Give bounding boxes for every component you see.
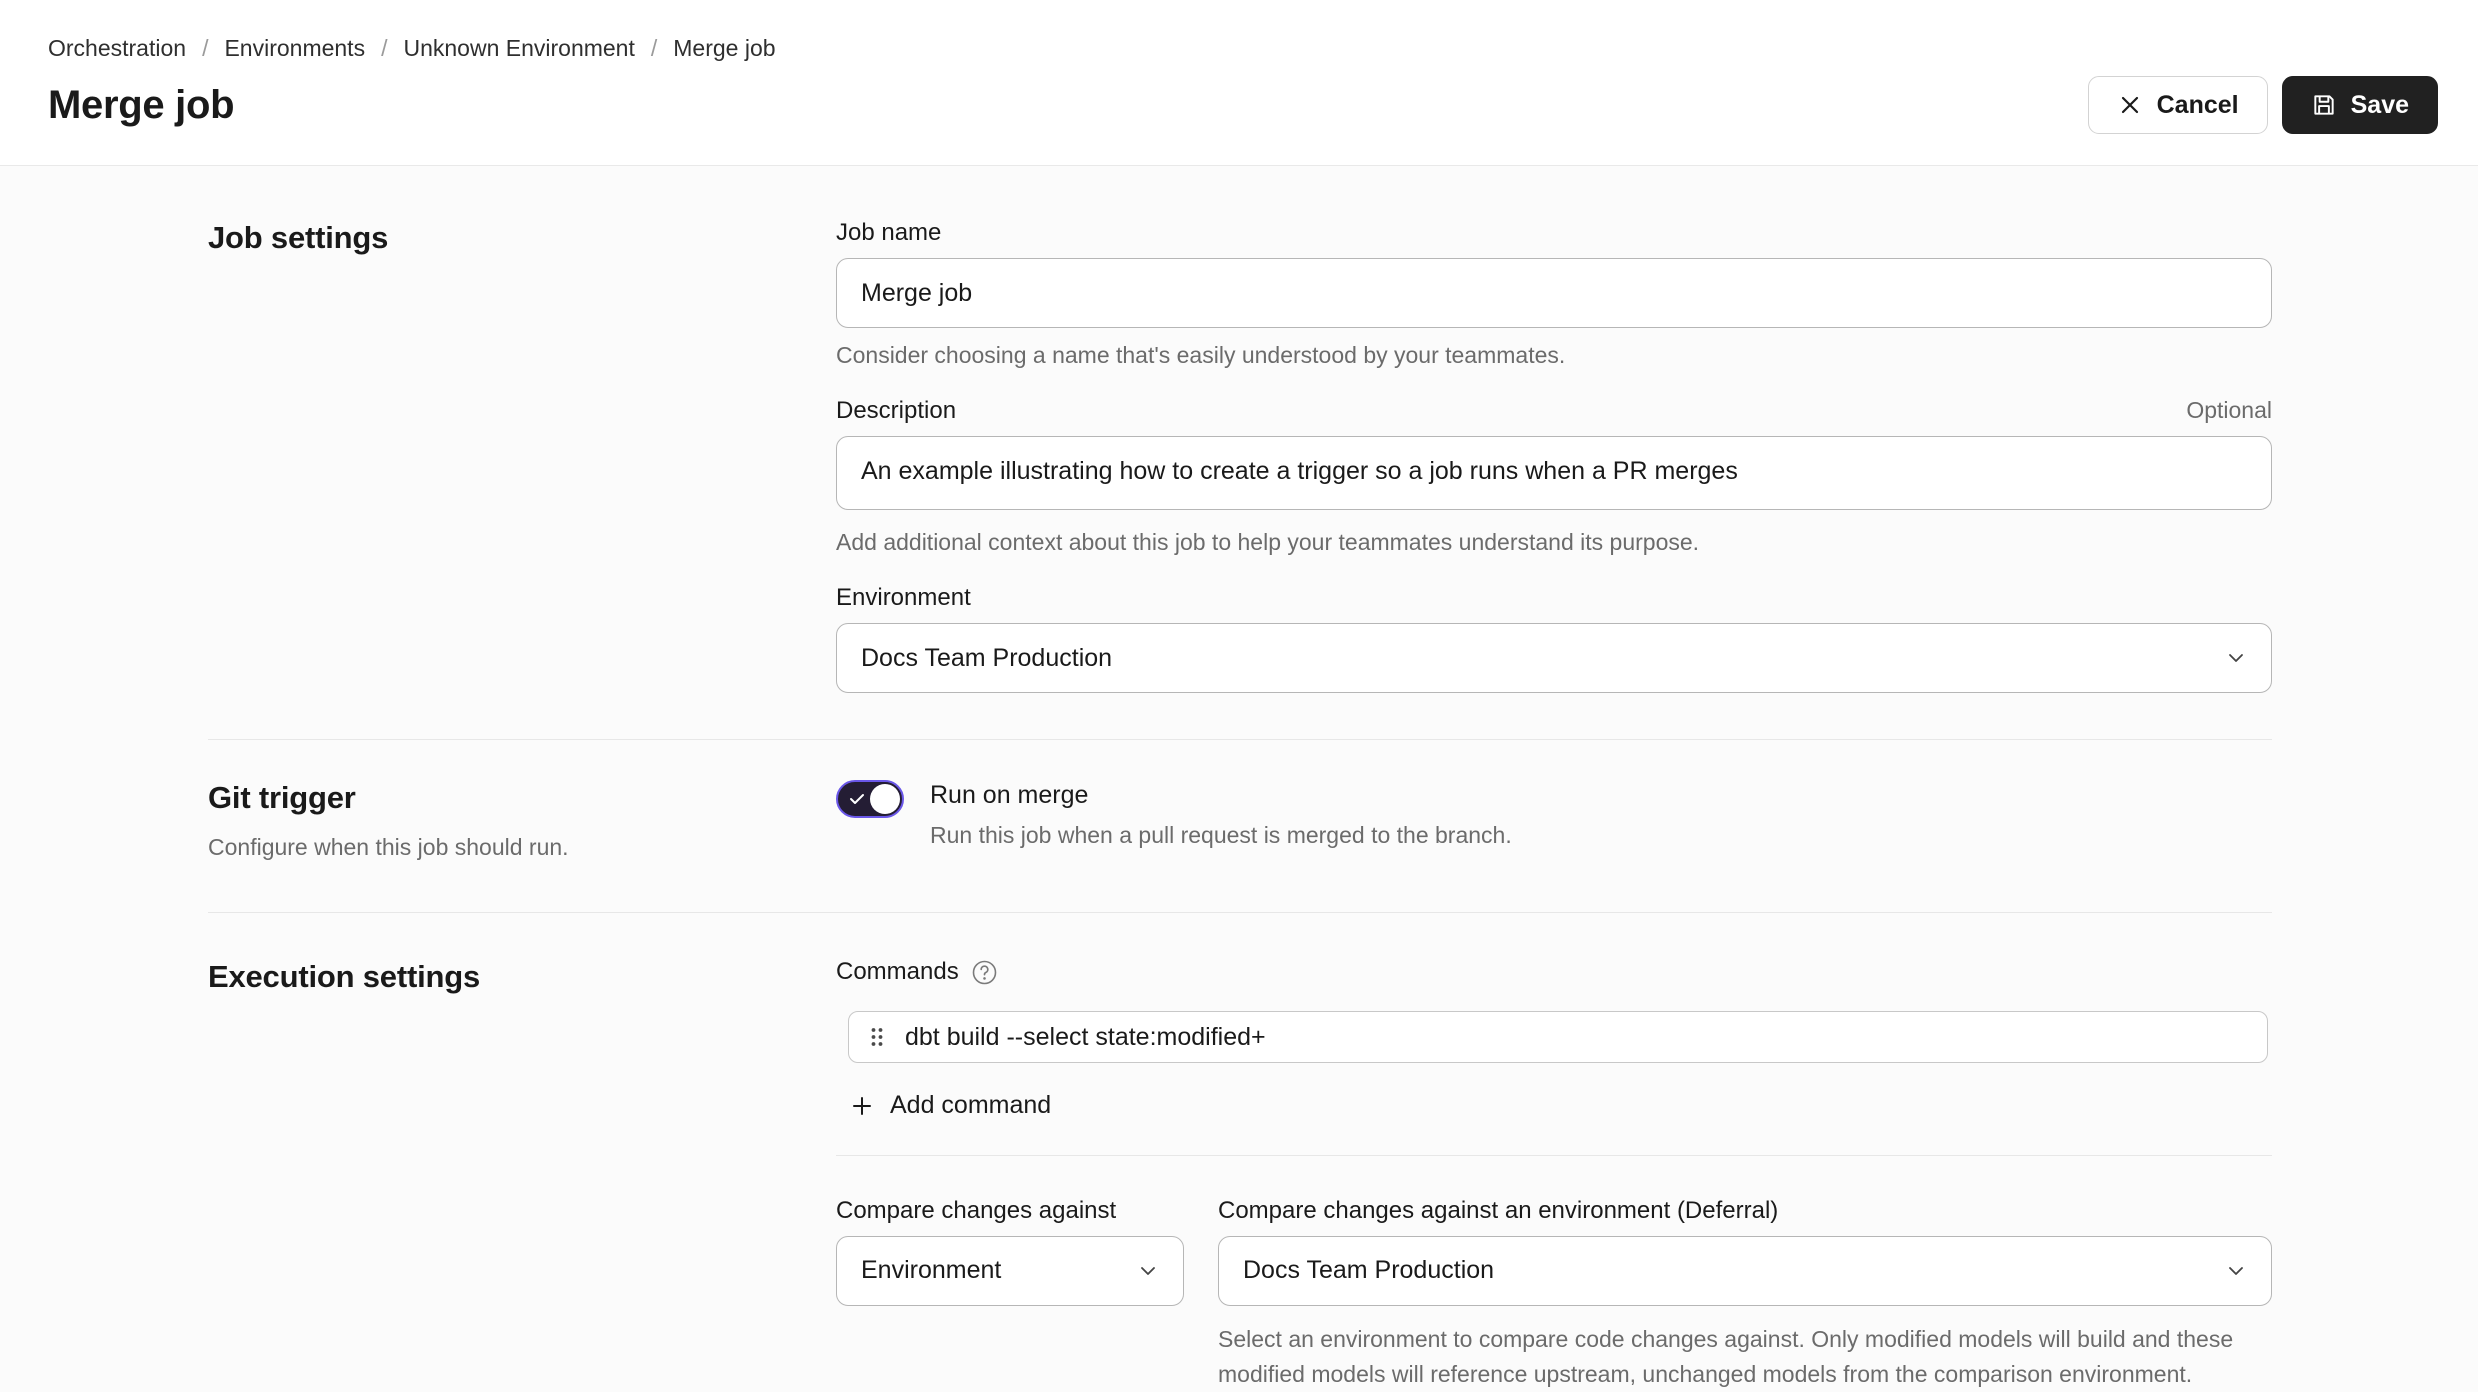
section-execution-settings <box>208 913 2272 1392</box>
section-git-trigger <box>208 740 2272 912</box>
job-name-helper: Consider choosing a name that's easily understood by your teammates. <box>836 342 1566 368</box>
description-textarea[interactable] <box>836 436 2272 510</box>
description-label: Description <box>836 397 957 424</box>
job-name-input[interactable] <box>836 258 2272 328</box>
main-content <box>0 166 2478 1392</box>
breadcrumb-separator: / <box>202 35 209 61</box>
compare-against-group <box>836 1196 1184 1392</box>
page-title: Merge job <box>48 83 235 127</box>
breadcrumb-item-environments[interactable]: Environments <box>224 35 366 61</box>
help-icon[interactable] <box>971 959 998 986</box>
page-header <box>0 0 2478 166</box>
compare-against-label: Compare changes against <box>836 1196 1117 1224</box>
add-command-label: Add command <box>890 1091 1052 1119</box>
chevron-down-icon <box>2223 645 2249 671</box>
execution-settings-heading: Execution settings <box>208 959 481 994</box>
breadcrumb <box>48 34 2438 62</box>
chevron-down-icon <box>1135 1258 1161 1284</box>
toggle-knob <box>870 784 900 814</box>
close-icon <box>2117 92 2143 118</box>
job-name-label: Job name <box>836 219 942 246</box>
breadcrumb-item-merge-job: Merge job <box>673 35 776 61</box>
cancel-button-label: Cancel <box>2156 90 2239 119</box>
environment-select[interactable] <box>836 623 2272 693</box>
chevron-down-icon <box>2223 1258 2249 1284</box>
breadcrumb-item-unknown-environment[interactable]: Unknown Environment <box>403 35 635 61</box>
commands-divider <box>836 1155 2272 1156</box>
job-name-group <box>836 218 2272 370</box>
run-on-merge-helper: Run this job when a pull request is merged to the branch. <box>930 822 1512 848</box>
environment-label: Environment <box>836 584 971 611</box>
deferral-label: Compare changes against an environment (Deferral) <box>1218 1196 1779 1224</box>
git-trigger-heading: Git trigger <box>208 780 356 815</box>
add-command-button[interactable] <box>850 1091 1051 1120</box>
job-settings-heading: Job settings <box>208 220 389 255</box>
breadcrumb-separator: / <box>381 35 388 61</box>
run-on-merge-toggle[interactable] <box>836 780 904 818</box>
description-helper: Add additional context about this job to help your teammates understand its purpose. <box>836 529 1700 555</box>
header-actions <box>2088 76 2438 134</box>
commands-label: Commands <box>836 958 959 985</box>
compare-against-select-value: Environment <box>861 1256 1002 1284</box>
command-row <box>848 1011 2268 1063</box>
breadcrumb-separator: / <box>650 35 658 61</box>
command-input[interactable] <box>905 1023 2247 1052</box>
environment-select-value: Docs Team Production <box>861 643 1113 672</box>
git-trigger-description: Configure when this job should run. <box>208 834 569 860</box>
save-icon <box>2311 92 2337 118</box>
cancel-button[interactable] <box>2088 76 2268 134</box>
description-optional-badge: Optional <box>2186 397 2272 423</box>
deferral-group <box>1218 1196 2272 1392</box>
drag-handle-icon[interactable] <box>869 1024 885 1050</box>
description-group <box>836 396 2272 557</box>
save-button[interactable] <box>2282 76 2438 134</box>
environment-group <box>836 583 2272 693</box>
section-job-settings <box>208 218 2272 739</box>
breadcrumb-item-orchestration[interactable]: Orchestration <box>48 35 187 61</box>
run-on-merge-label: Run on merge <box>930 781 1089 809</box>
check-icon <box>848 791 866 807</box>
deferral-select[interactable] <box>1218 1236 2272 1306</box>
run-on-merge-row <box>836 778 2272 850</box>
plus-icon <box>850 1094 874 1118</box>
deferral-helper: Select an environment to compare code changes against. Only modified models will build and these modified models will reference upstream, unchanged models from the comparison environment. <box>1218 1325 2234 1387</box>
deferral-select-value: Docs Team Production <box>1243 1256 1495 1284</box>
save-button-label: Save <box>2350 90 2409 119</box>
compare-against-select[interactable] <box>836 1236 1184 1306</box>
